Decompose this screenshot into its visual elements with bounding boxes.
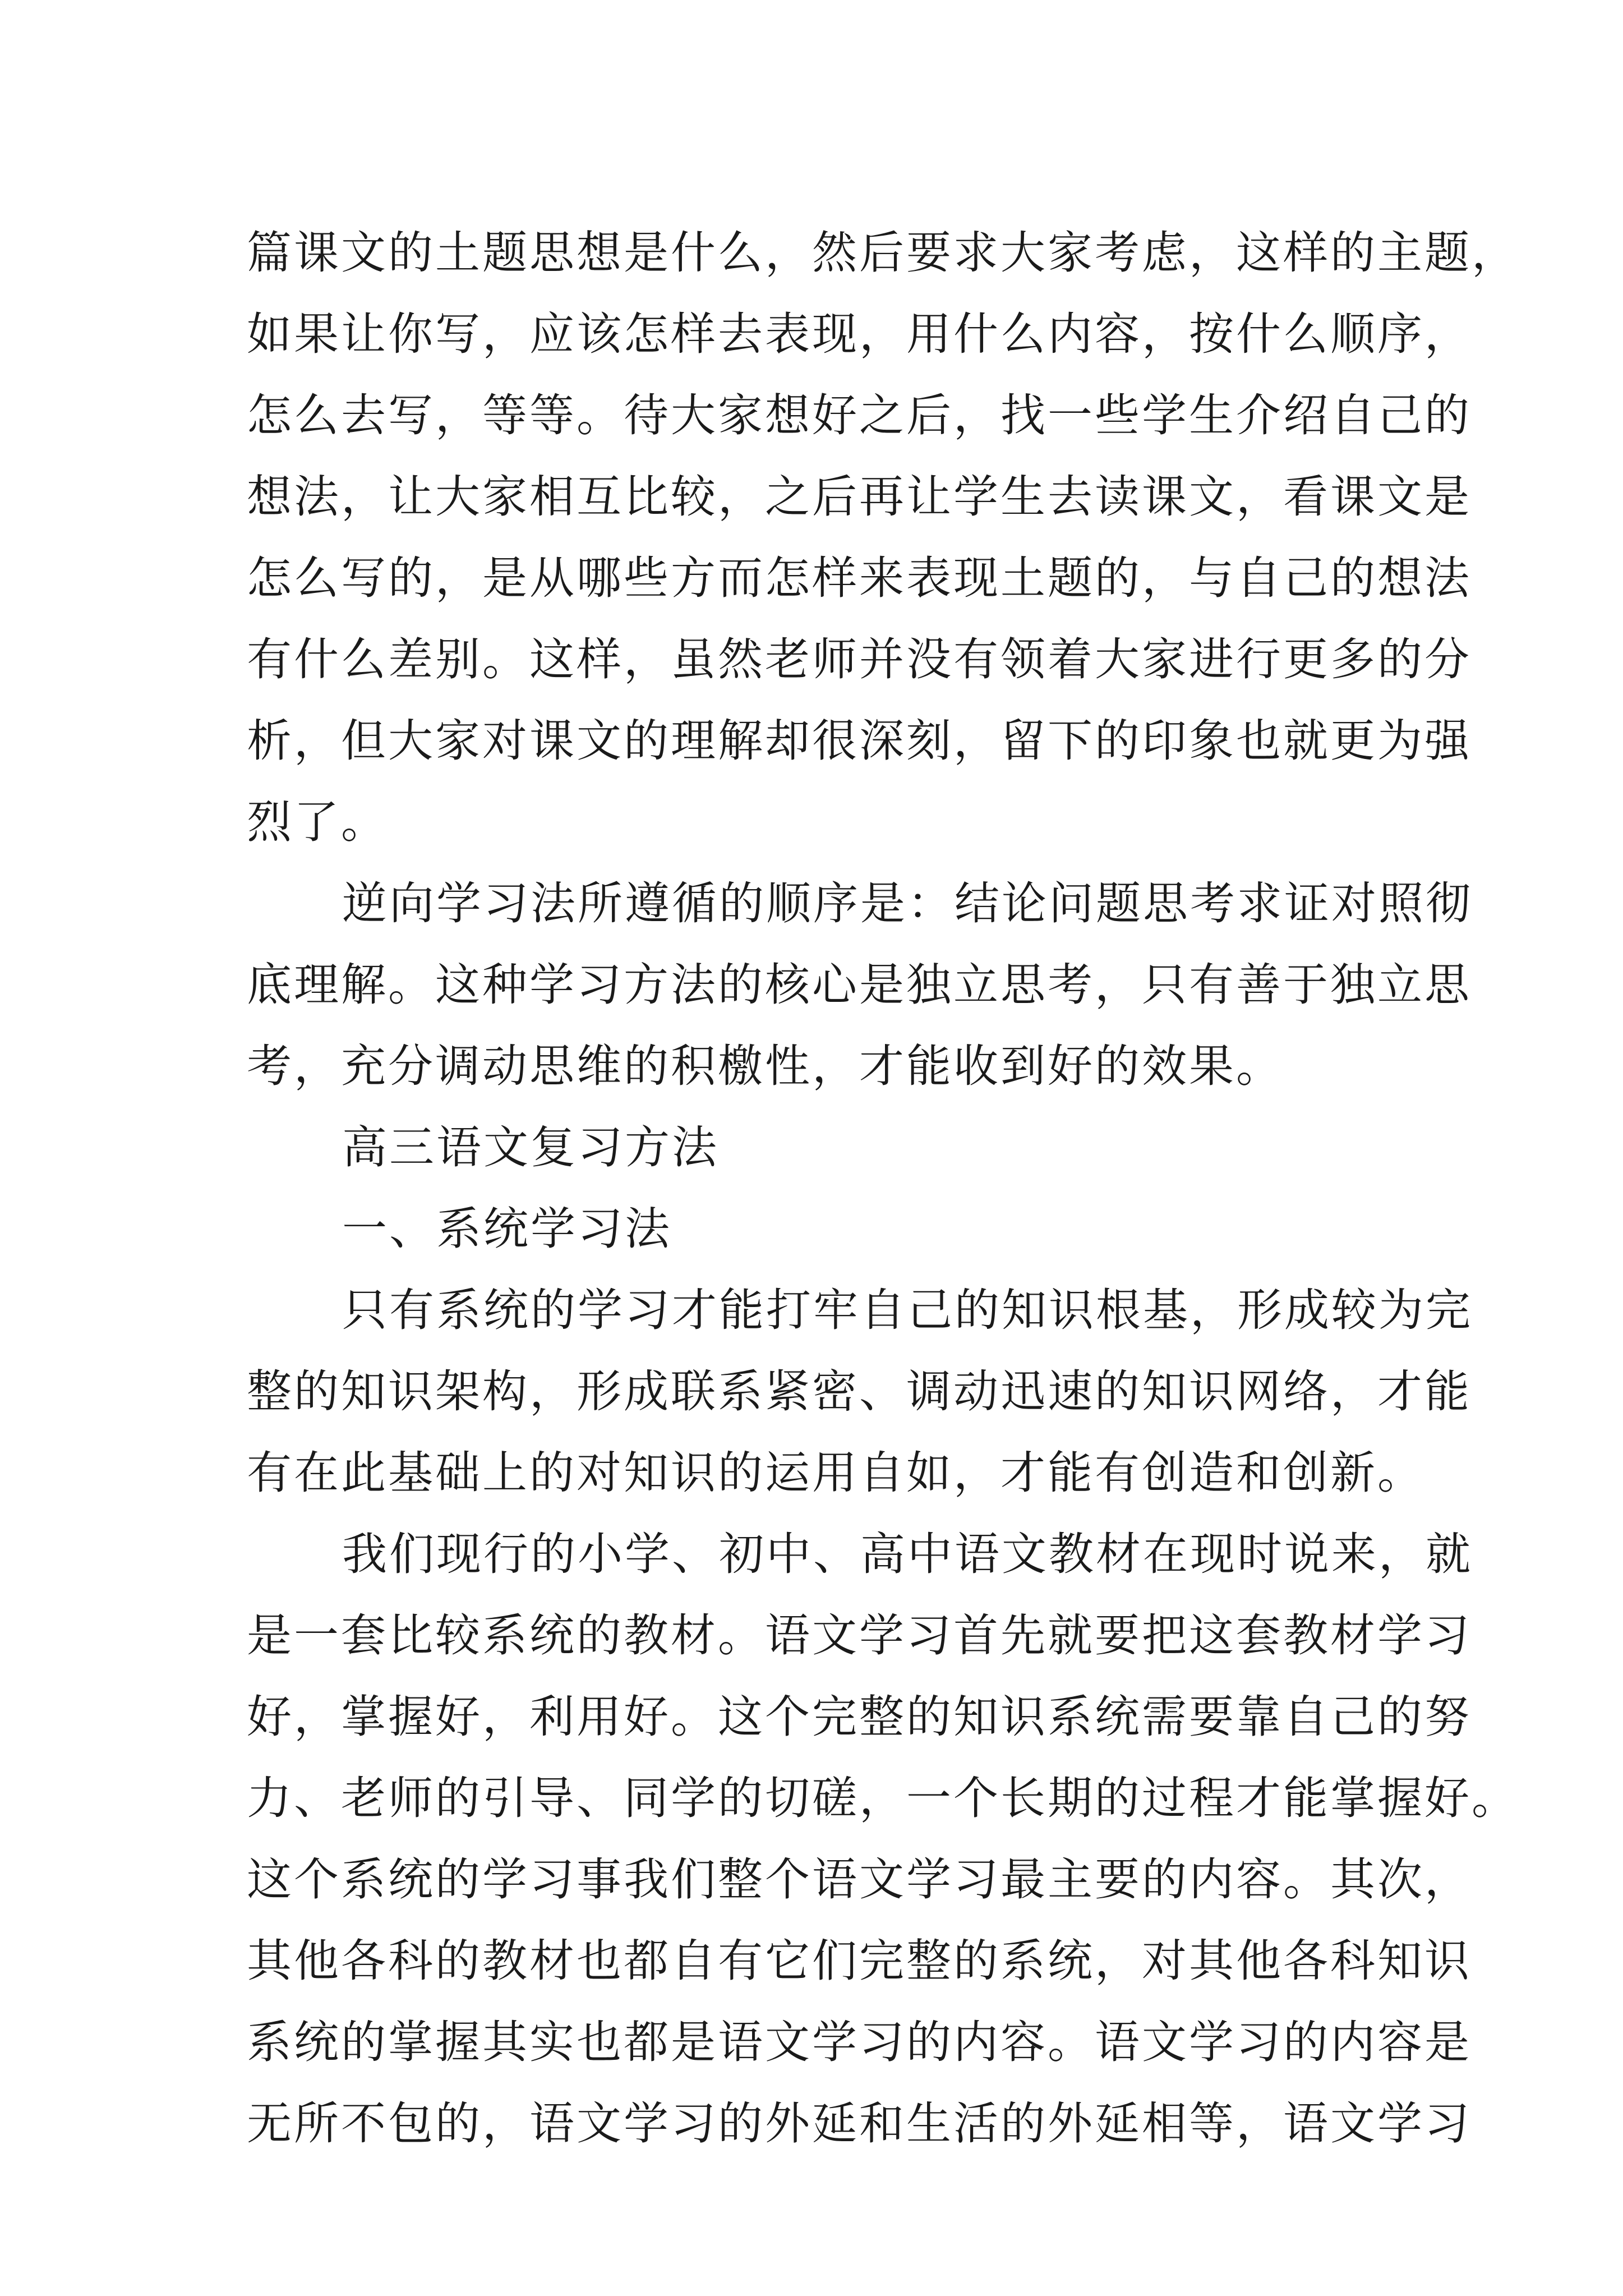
paragraph-start-line: 我们现行的小学、初中、高中语文教材在现时说来，就 <box>342 1528 1473 1580</box>
paragraph-start-line: 逆向学习法所遵循的顺序是：结论问题思考求证对照彻 <box>342 877 1473 930</box>
text-line: 想法，让大家相互比较，之后再让学生去读课文，看课文是 <box>247 471 1472 523</box>
paragraph-start-line: 只有系统的学习才能打牢自己的知识根基，形成较为完 <box>342 1284 1473 1336</box>
text-line: 怎么写的，是从哪些方而怎样来表现土题的，与自己的想法 <box>247 552 1472 604</box>
text-line: 篇课文的土题思想是什么，然后要求大家考虑，这样的主题， <box>247 227 1519 279</box>
text-line: 无所不包的，语文学习的外延和生活的外延相等，语文学习 <box>247 2097 1472 2150</box>
text-line: 这个系统的学习事我们整个语文学习最主要的内容。其次， <box>247 1853 1472 1906</box>
text-line: 如果让你写，应该怎样去表现，用什么内容，按什么顺序， <box>247 308 1472 360</box>
text-line: 整的知识架构，形成联系紧密、调动迅速的知识网络，才能 <box>247 1365 1472 1418</box>
text-line: 有什么差别。这样，虽然老师并没有领着大家进行更多的分 <box>247 633 1472 685</box>
subsection-heading: 一、系统学习法 <box>342 1203 672 1255</box>
text-line: 烈了。 <box>247 796 388 848</box>
text-line: 力、老师的引导、同学的切磋，一个长期的过程才能掌握好。 <box>247 1772 1519 1824</box>
text-line: 怎么去写，等等。待大家想好之后，找一些学生介绍自己的 <box>247 389 1472 441</box>
section-heading: 高三语文复习方法 <box>342 1121 719 1174</box>
text-line: 底理解。这种学习方法的核心是独立思考，只有善于独立思 <box>247 959 1472 1011</box>
text-line: 考，充分调动思维的积檄性，才能收到好的效果。 <box>247 1040 1283 1092</box>
text-line: 其他各科的教材也都自有它们完整的系统，对其他各科知识 <box>247 1935 1472 1987</box>
text-line: 是一套比较系统的教材。语文学习首先就要把这套教材学习 <box>247 1609 1472 1662</box>
text-line: 系统的掌握其实也都是语文学习的内容。语文学习的内容是 <box>247 2016 1472 2068</box>
document-body <box>247 212 1519 2164</box>
text-line: 有在此基础上的对知识的运用自如，才能有创造和创新。 <box>247 1447 1424 1499</box>
text-line: 析，但大家对课文的理解却很深刻，留下的印象也就更为强 <box>247 715 1472 767</box>
text-line: 好，掌握好，利用好。这个完整的知识系统需要靠自己的努 <box>247 1691 1472 1743</box>
